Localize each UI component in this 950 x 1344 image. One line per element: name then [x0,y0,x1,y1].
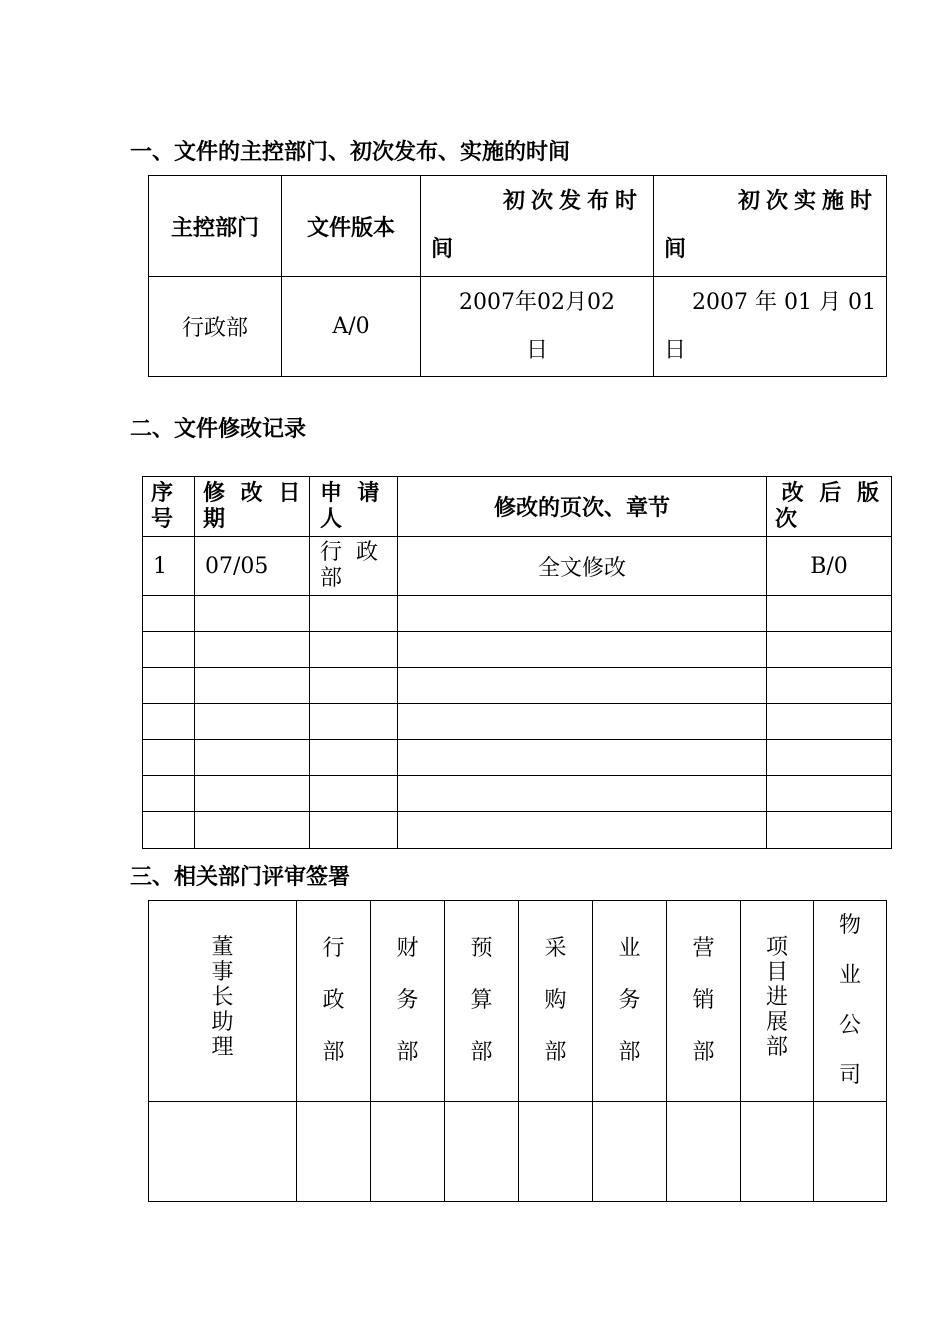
review-signature-table [148,900,887,1202]
value-implement-time: 2007 年 01 月 01 日 [654,277,887,377]
table-row [143,704,892,740]
header-version: 文件版本 [282,176,421,277]
header-no: 序 号 [143,477,195,537]
dept-property-company: 物 业 公 司 [814,901,887,1102]
header-dept: 主控部门 [149,176,282,277]
header-applicant: 申 请 人 [310,477,398,537]
signature-row [149,1102,887,1202]
table-row [143,740,892,776]
dept-marketing: 营 销 部 [667,901,741,1102]
dept-business: 业 务 部 [593,901,667,1102]
signature-cell[interactable] [371,1102,445,1202]
dept-chairman-assistant: 董 事 长 助 理 [149,901,297,1102]
header-pages: 修改的页次、章节 [398,477,767,537]
section1-title: 一、文件的主控部门、初次发布、实施的时间 [130,140,571,165]
header-new-version: 改 后 版 次 [767,477,892,537]
publish-info-table [148,175,887,377]
table-row [143,632,892,668]
dept-project-progress: 项 目 进 展 部 [741,901,814,1102]
signature-cell[interactable] [814,1102,887,1202]
row-applicant: 行 政 部 [310,537,398,596]
signature-cell[interactable] [149,1102,297,1202]
header-implement-time: 初次实施时 间 [654,176,887,277]
revision-header-row [143,477,892,537]
table-row [143,812,892,849]
row-no: 1 [143,537,195,596]
row-date: 07/05 [195,537,310,596]
section3-title: 三、相关部门评审签署 [130,865,351,890]
table-row [143,596,892,632]
revision-record-table [142,476,892,849]
signature-cell[interactable] [741,1102,814,1202]
signature-cell[interactable] [519,1102,593,1202]
row-pages: 全文修改 [398,537,767,596]
table-row [143,668,892,704]
table-row [143,537,892,596]
section2-title: 二、文件修改记录 [130,417,307,442]
signature-cell[interactable] [297,1102,371,1202]
row-version: B/0 [767,537,892,596]
signature-cell[interactable] [593,1102,667,1202]
dept-admin: 行 政 部 [297,901,371,1102]
dept-budget: 预 算 部 [445,901,519,1102]
dept-finance: 财 务 部 [371,901,445,1102]
dept-purchasing: 采 购 部 [519,901,593,1102]
value-version: A/0 [282,277,421,377]
signature-cell[interactable] [667,1102,741,1202]
dept-header-row [149,901,887,1102]
header-publish-time: 初次发布时 间 [421,176,654,277]
header-date: 修 改 日 期 [195,477,310,537]
table-row [143,776,892,812]
value-publish-time: 2007年02月02 日 [421,277,654,377]
signature-cell[interactable] [445,1102,519,1202]
value-dept: 行政部 [149,277,282,377]
